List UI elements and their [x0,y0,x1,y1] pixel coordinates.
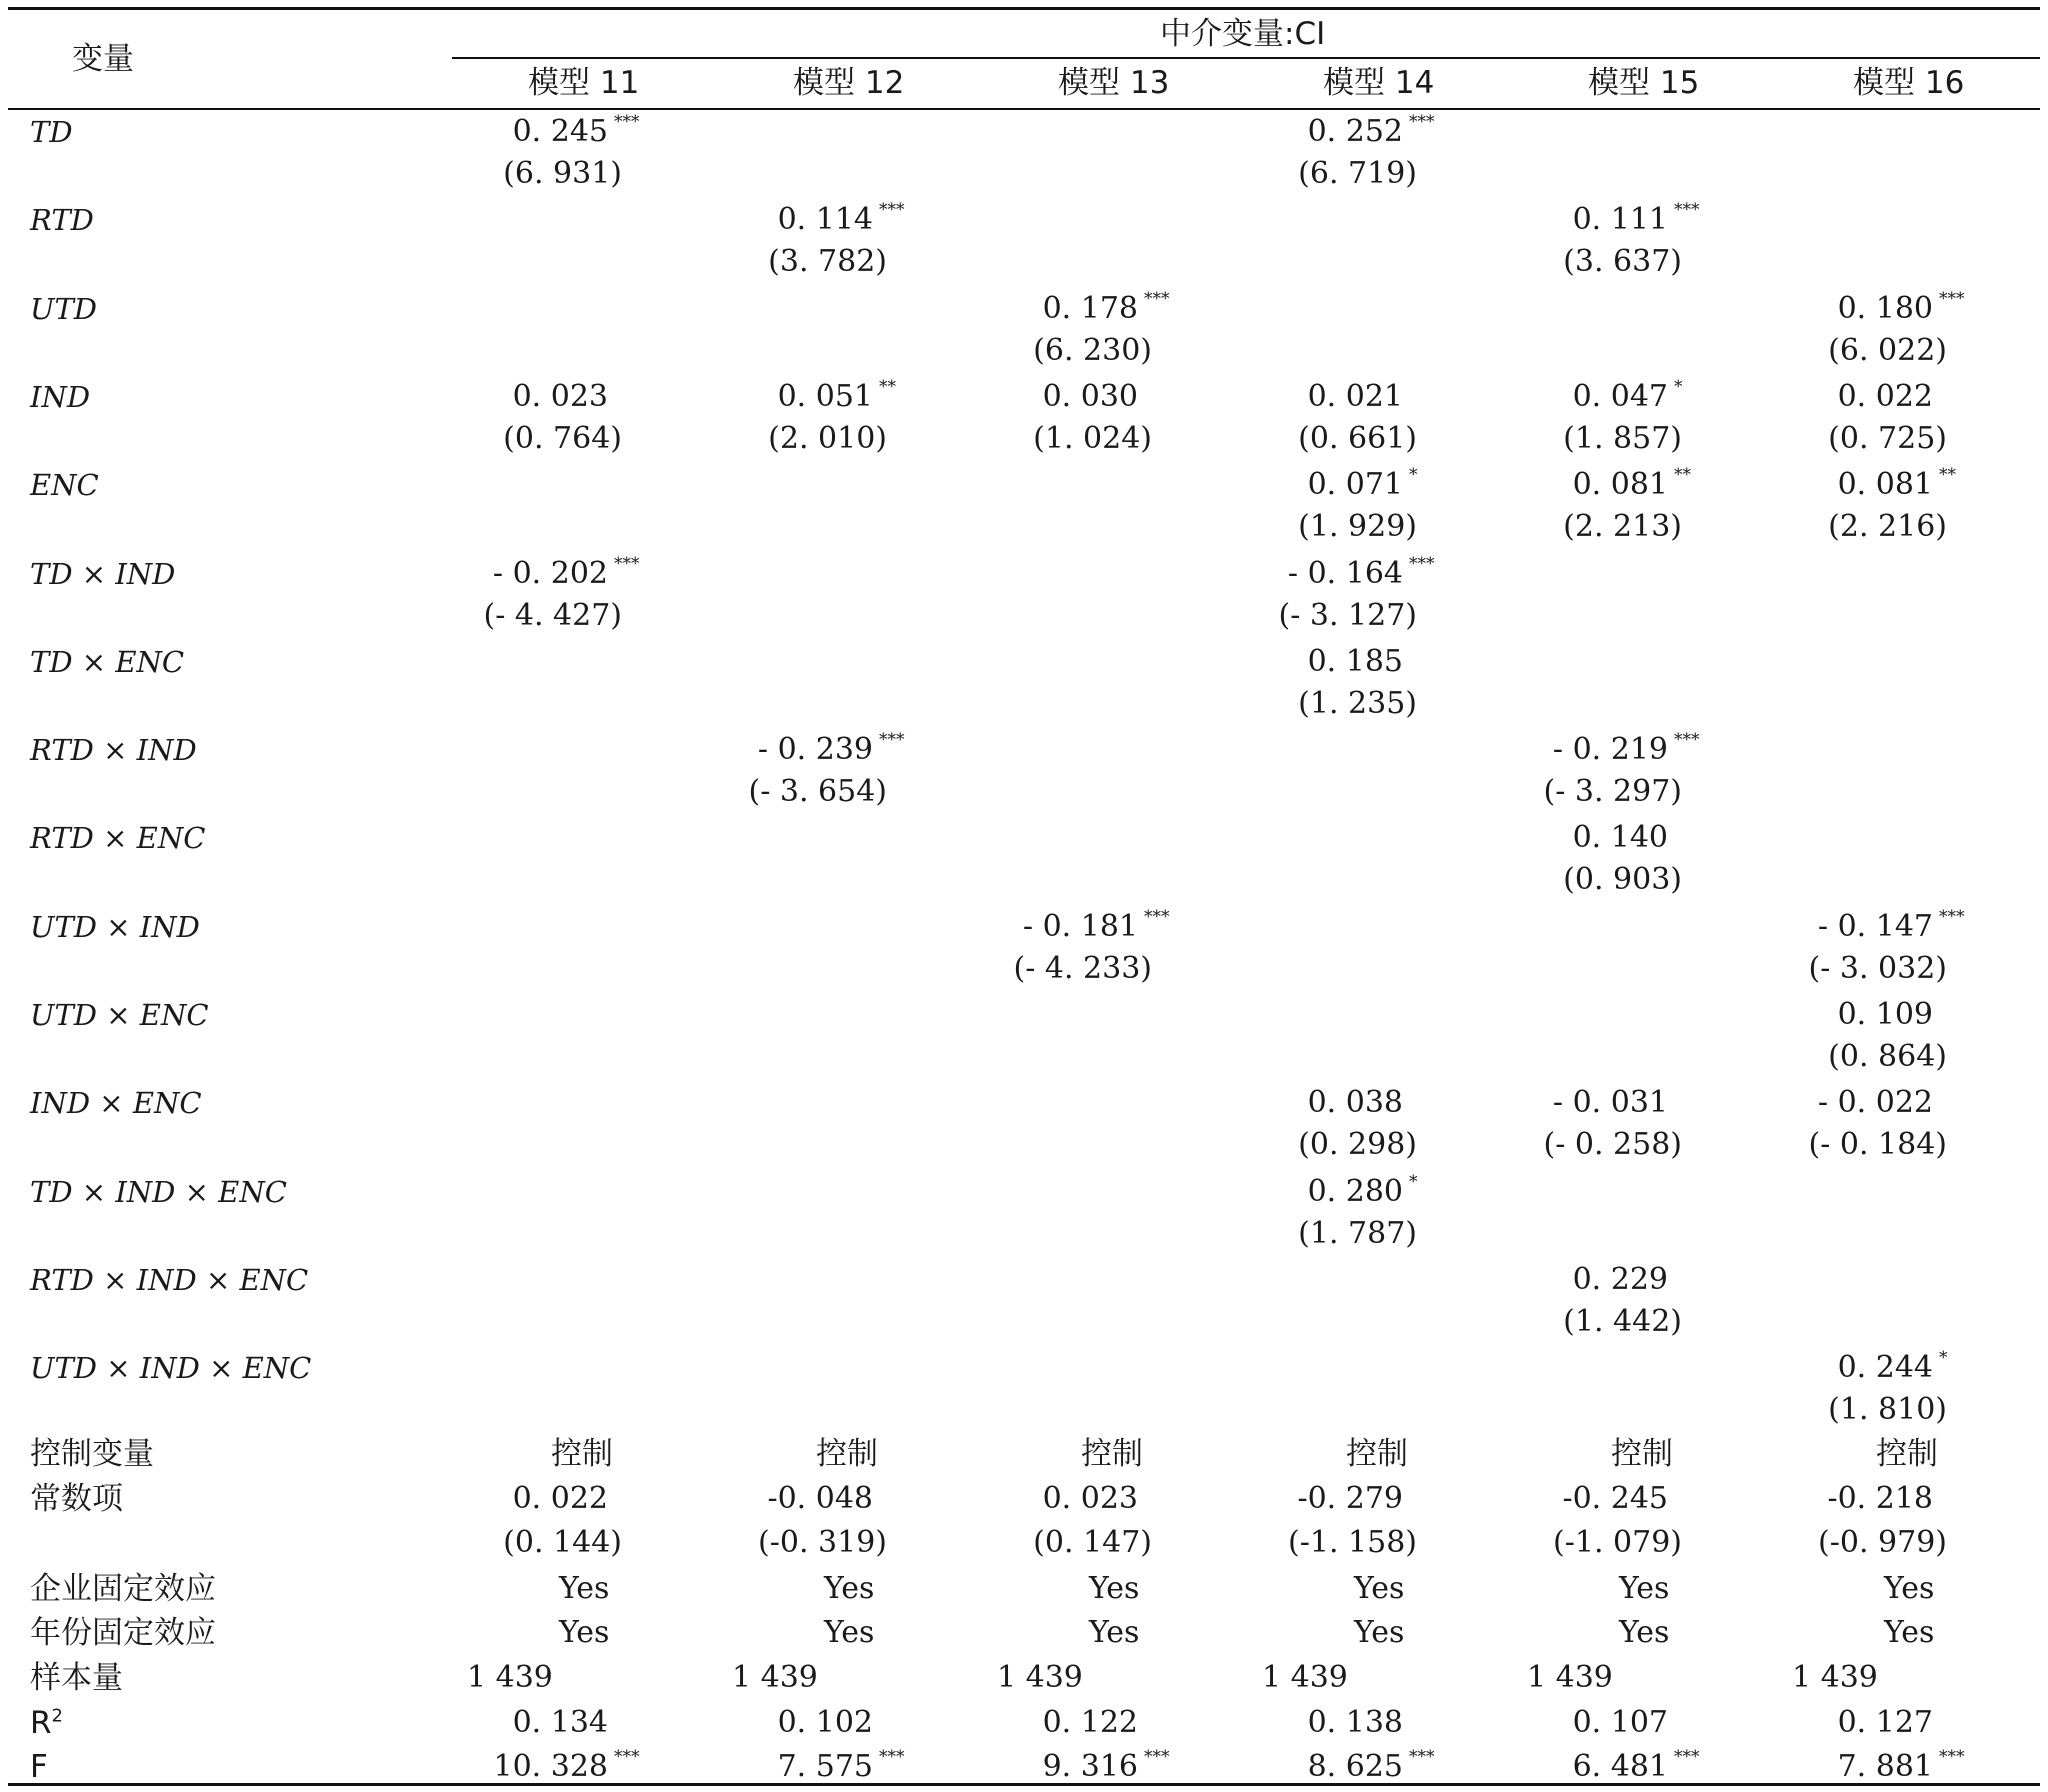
header-rule [8,108,2040,110]
coefficient-value: -0. 218 [1827,1481,1933,1516]
model-header-15: 模型 15 [1588,65,1700,101]
significance-stars: *** [879,1747,905,1767]
coefficient [1838,292,1933,326]
coefficient [1308,468,1403,502]
t-statistic: (6. 230) [1033,333,1152,368]
model-header-11: 模型 11 [528,65,640,101]
coefficient-value: 0. 081 [1572,467,1668,502]
coefficient-value: -0. 048 [767,1481,873,1516]
cell-value: 控制 [1876,1436,1938,1472]
row-label: UTD × IND [30,910,200,944]
coefficient-value: - 0. 164 [1287,556,1403,591]
coefficient [1043,380,1138,414]
significance-stars: ** [879,377,896,397]
coefficient [1573,203,1668,237]
t-statistic: (1. 024) [1033,421,1152,456]
coefficient-value: 0. 180 [1837,291,1933,326]
model-header-14: 模型 14 [1323,65,1435,101]
cell-value: Yes [1089,1615,1140,1650]
row-label: UTD [30,292,98,326]
coefficient [513,380,608,414]
cell-value: Yes [824,1615,875,1650]
significance-stars: *** [1144,1747,1170,1767]
cell-value: 0. 122 [1042,1705,1138,1740]
row-label [30,1572,216,1606]
cell-value: 控制 [1081,1436,1143,1472]
coefficient [1043,292,1138,326]
coefficient-value: - 0. 239 [757,732,873,767]
significance-stars: * [1939,1348,1948,1368]
coefficient [1308,1086,1403,1120]
coefficient [1308,380,1403,414]
significance-stars: *** [1144,289,1170,309]
bottom-rule [8,1783,2040,1786]
coefficient-value: 0. 081 [1837,467,1933,502]
t-statistic: (0. 725) [1828,421,1947,456]
row-label [30,1437,154,1471]
significance-stars: *** [1939,907,1965,927]
cell-value: Yes [1089,1571,1140,1606]
t-statistic: (0. 903) [1563,862,1682,897]
t-statistic: (0. 864) [1828,1039,1947,1074]
t-statistic: (- 3. 127) [1278,598,1417,633]
coefficient [1573,380,1668,414]
row-label-text: F [30,1749,48,1785]
coefficient [513,115,608,149]
coefficient [1308,1175,1403,1209]
cell-value: Yes [559,1571,610,1606]
significance-stars: *** [1674,200,1700,220]
cell-value: 0. 102 [777,1705,873,1740]
t-statistic: (0. 144) [503,1525,622,1560]
row-label: RTD × IND × ENC [30,1263,309,1297]
coefficient-value: 0. 022 [512,1481,608,1516]
row-label-text: 控制变量 [30,1436,154,1472]
cell-value: Yes [1884,1615,1935,1650]
cell-value: Yes [1354,1571,1405,1606]
coefficient-value: 0. 245 [512,114,608,149]
significance-stars: *** [614,554,640,574]
row-label [30,1661,123,1695]
group-rule [452,57,2040,59]
coefficient-value: -0. 279 [1297,1481,1403,1516]
significance-stars: *** [1144,907,1170,927]
row-label [30,1616,216,1650]
significance-stars: *** [1674,1747,1700,1767]
t-statistic: (0. 661) [1298,421,1417,456]
coefficient [1288,557,1403,591]
row-label [30,1750,48,1784]
significance-stars: *** [879,730,905,750]
cell-value: 7. 575 [777,1749,873,1784]
coefficient-value: 0. 244 [1837,1350,1933,1385]
coefficient [1573,1263,1668,1297]
t-statistic: (- 3. 032) [1808,951,1947,986]
coefficient [1573,468,1668,502]
coefficient [1838,468,1933,502]
coefficient-value: - 0. 202 [492,556,608,591]
t-statistic: (2. 010) [768,421,887,456]
coefficient-value: 0. 185 [1307,644,1403,679]
cell-value: 7. 881 [1837,1749,1933,1784]
row-label: ENC [30,468,99,502]
significance-stars: * [1674,377,1683,397]
coefficient-value: - 0. 219 [1552,732,1668,767]
row-label-text: 样本量 [30,1660,123,1696]
t-statistic: (0. 764) [503,421,622,456]
coefficient [1838,998,1933,1032]
coefficient [1308,115,1403,149]
row-label: IND [30,380,91,414]
coefficient-value: 0. 030 [1042,379,1138,414]
coefficient-value: - 0. 147 [1817,909,1933,944]
coefficient-value: 0. 038 [1307,1085,1403,1120]
cell-value: 0. 134 [512,1705,608,1740]
cell-value: 0. 127 [1837,1705,1933,1740]
cell-value: Yes [1619,1571,1670,1606]
row-label: RTD × IND [30,733,197,767]
significance-stars: *** [1674,730,1700,750]
t-statistic: (1. 442) [1563,1304,1682,1339]
coefficient-value: 0. 021 [1307,379,1403,414]
t-statistic: (1. 787) [1298,1216,1417,1251]
t-statistic: (6. 022) [1828,333,1947,368]
coefficient [1818,1086,1933,1120]
significance-stars: *** [614,1747,640,1767]
cell-value: 1 439 [1792,1660,1878,1695]
coefficient [778,203,873,237]
cell-value: 10. 328 [493,1749,608,1784]
coefficient-value: 0. 071 [1307,467,1403,502]
coefficient [1838,1351,1933,1385]
coefficient [493,557,608,591]
row-label-text: 年份固定效应 [30,1615,216,1651]
significance-stars: *** [1939,289,1965,309]
coefficient-value: - 0. 022 [1817,1085,1933,1120]
significance-stars: *** [1409,1747,1435,1767]
row-label-text: 常数项 [30,1481,123,1517]
significance-stars: ** [1674,465,1691,485]
cell-value: 8. 625 [1307,1749,1403,1784]
row-label [30,1706,63,1740]
t-statistic: (- 0. 258) [1543,1127,1682,1162]
t-statistic: (3. 637) [1563,244,1682,279]
cell-value: 0. 107 [1572,1705,1668,1740]
t-statistic: (- 4. 233) [1013,951,1152,986]
row-label: TD × ENC [30,645,185,679]
coefficient-value: 0. 111 [1572,202,1668,237]
row-label: UTD × IND × ENC [30,1351,312,1385]
cell-value: Yes [824,1571,875,1606]
significance-stars: *** [1409,112,1435,132]
row-label: TD [30,115,73,149]
row-label: UTD × ENC [30,998,209,1032]
cell-value: 控制 [1346,1436,1408,1472]
coefficient-value: 0. 023 [1042,1481,1138,1516]
t-statistic: (- 0. 184) [1808,1127,1947,1162]
t-statistic: (1. 929) [1298,509,1417,544]
t-statistic: (3. 782) [768,244,887,279]
row-label: RTD [30,203,94,237]
significance-stars: * [1409,1172,1418,1192]
cell-value: 1 439 [1262,1660,1348,1695]
cell-value: Yes [1884,1571,1935,1606]
coefficient [1818,910,1933,944]
coefficient [778,380,873,414]
t-statistic: (- 4. 427) [483,598,622,633]
significance-stars: ** [1939,465,1956,485]
coefficient-value: 0. 252 [1307,114,1403,149]
model-header-16: 模型 16 [1853,65,1965,101]
coefficient [1023,910,1138,944]
t-statistic: (0. 147) [1033,1525,1152,1560]
cell-value: 9. 316 [1042,1749,1138,1784]
row-label: IND × ENC [30,1086,202,1120]
cell-value: 1 439 [467,1660,553,1695]
coefficient-value: - 0. 181 [1022,909,1138,944]
t-statistic: (-0. 979) [1818,1525,1947,1560]
significance-stars: *** [879,200,905,220]
coefficient [758,733,873,767]
row-label: TD × IND [30,557,176,591]
coefficient-value: 0. 023 [512,379,608,414]
coefficient-value: -0. 245 [1562,1481,1668,1516]
t-statistic: (2. 216) [1828,509,1947,544]
group-header: 中介变量:CI [1160,16,1326,52]
t-statistic: (-1. 079) [1553,1525,1682,1560]
coefficient [1553,1086,1668,1120]
significance-stars: *** [1939,1747,1965,1767]
t-statistic: (6. 931) [503,156,622,191]
cell-value: 1 439 [997,1660,1083,1695]
coefficient [1308,645,1403,679]
significance-stars: * [1409,465,1418,485]
significance-stars: *** [1409,554,1435,574]
cell-value: 0. 138 [1307,1705,1403,1740]
coefficient-value: 0. 109 [1837,997,1933,1032]
t-statistic: (1. 857) [1563,421,1682,456]
coefficient-value: 0. 114 [777,202,873,237]
row-label-text: 企业固定效应 [30,1571,216,1607]
coefficient-value: 0. 280 [1307,1174,1403,1209]
coefficient-value: 0. 140 [1572,820,1668,855]
cell-value: Yes [1619,1615,1670,1650]
model-header-13: 模型 13 [1058,65,1170,101]
row-label [30,1482,123,1516]
cell-value: 控制 [816,1436,878,1472]
coefficient-value: 0. 022 [1837,379,1933,414]
t-statistic: (-0. 319) [758,1525,887,1560]
coefficient [1573,821,1668,855]
t-statistic: (- 3. 297) [1543,774,1682,809]
t-statistic: (0. 298) [1298,1127,1417,1162]
coefficient-value: - 0. 031 [1552,1085,1668,1120]
cell-value: Yes [559,1615,610,1650]
coefficient-value: 0. 047 [1572,379,1668,414]
coefficient-value: 0. 178 [1042,291,1138,326]
coefficient-value: 0. 051 [777,379,873,414]
t-statistic: (2. 213) [1563,509,1682,544]
row-label: RTD × ENC [30,821,206,855]
row-label: TD × IND × ENC [30,1175,287,1209]
coefficient [1838,380,1933,414]
cell-value: Yes [1354,1615,1405,1650]
cell-value: 6. 481 [1572,1749,1668,1784]
cell-value: 1 439 [1527,1660,1613,1695]
t-statistic: (- 3. 654) [748,774,887,809]
t-statistic: (1. 810) [1828,1392,1947,1427]
coefficient [1553,733,1668,767]
variable-column-header: 变量 [72,41,134,77]
cell-value: 控制 [1611,1436,1673,1472]
cell-value: 控制 [551,1436,613,1472]
row-label-superscript: 2 [51,1705,63,1727]
top-rule [8,7,2040,10]
row-label-text: R [30,1705,52,1741]
t-statistic: (6. 719) [1298,156,1417,191]
cell-value: 1 439 [732,1660,818,1695]
model-header-12: 模型 12 [793,65,905,101]
coefficient-value: 0. 229 [1572,1262,1668,1297]
t-statistic: (-1. 158) [1288,1525,1417,1560]
t-statistic: (1. 235) [1298,686,1417,721]
significance-stars: *** [614,112,640,132]
